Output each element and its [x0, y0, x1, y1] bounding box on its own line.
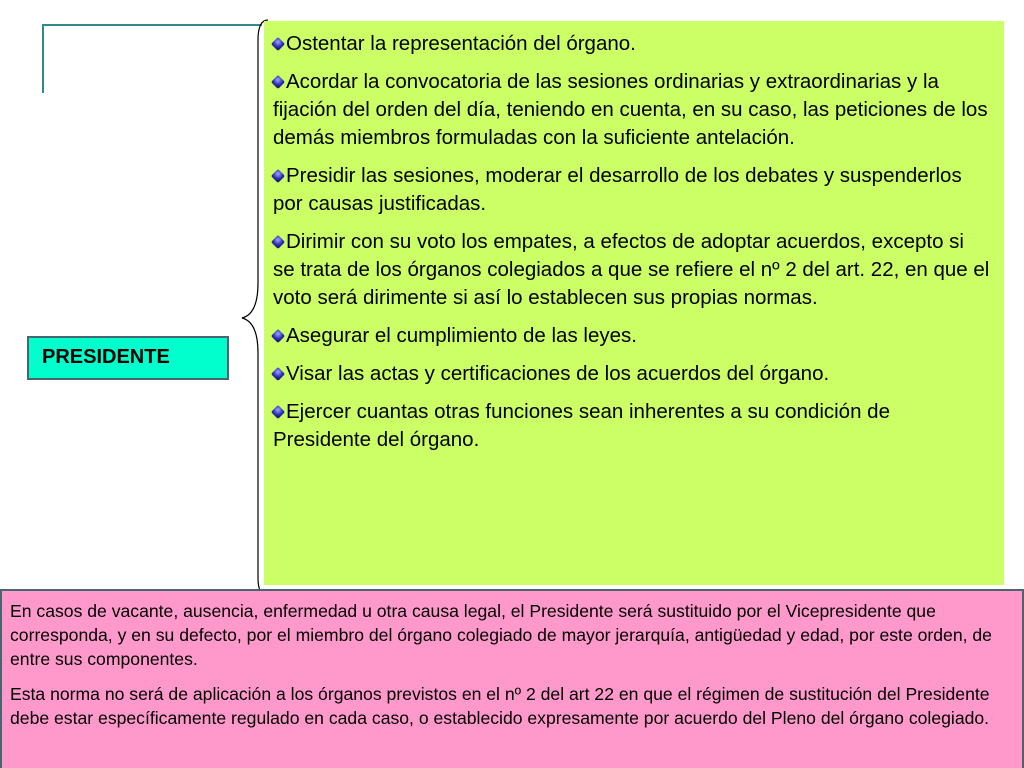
function-item: [273, 228, 990, 312]
diamond-bullet-icon: [271, 37, 285, 51]
function-text: Presidir las sesiones, moderar el desarrollo de los debates y suspenderlos por causas justificadas.: [273, 164, 962, 215]
function-item: [273, 68, 990, 152]
function-text: Dirimir con su voto los empates, a efectos de adoptar acuerdos, excepto si se trata de los órganos colegiados a que se refiere el nº 2 del art. 22, en que el voto será dirimente si así lo establecen sus propias normas.: [273, 230, 990, 309]
role-label-box: [27, 336, 229, 380]
function-text: Asegurar el cumplimiento de las leyes.: [286, 324, 637, 347]
function-text: Acordar la convocatoria de las sesiones ordinarias y extraordinarias y la fijación del orden del día, teniendo en cuenta, en su caso, las peticiones de los demás miembros formuladas con la suficiente antelación.: [273, 70, 988, 149]
diamond-bullet-icon: [271, 169, 285, 183]
function-item: [273, 360, 990, 388]
diamond-bullet-icon: [271, 367, 285, 381]
function-item: [273, 162, 990, 218]
diamond-bullet-icon: [271, 75, 285, 89]
function-text: Ostentar la representación del órgano.: [286, 32, 636, 55]
diamond-bullet-icon: [271, 329, 285, 343]
function-item: [273, 398, 990, 454]
corner-bracket-decoration: [0, 0, 270, 100]
function-text: Ejercer cuantas otras funciones sean inherentes a su condición de Presidente del órgano.: [273, 400, 890, 451]
functions-panel: [264, 21, 1004, 585]
note-paragraph: En casos de vacante, ausencia, enfermedad u otra causa legal, el Presidente será sustituido por el Vicepresidente que corresponda, y en su defecto, por el miembro del órgano colegiado de mayor jerarquía, antigüedad y edad, por este orden, de entre sus componentes.: [10, 601, 992, 669]
function-text: Visar las actas y certificaciones de los acuerdos del órgano.: [286, 362, 830, 385]
diamond-bullet-icon: [271, 405, 285, 419]
function-item: [273, 30, 990, 58]
substitution-note-panel: [0, 589, 1024, 768]
diamond-bullet-icon: [271, 235, 285, 249]
role-label: PRESIDENTE: [42, 346, 170, 368]
function-item: [273, 322, 990, 350]
note-paragraph: Esta norma no será de aplicación a los órganos previstos en el nº 2 del art 22 en que el régimen de sustitución del Presidente debe estar específicamente regulado en cada caso, o establecido expresamente por acuerdo del Pleno del órgano colegiado.: [10, 684, 990, 728]
